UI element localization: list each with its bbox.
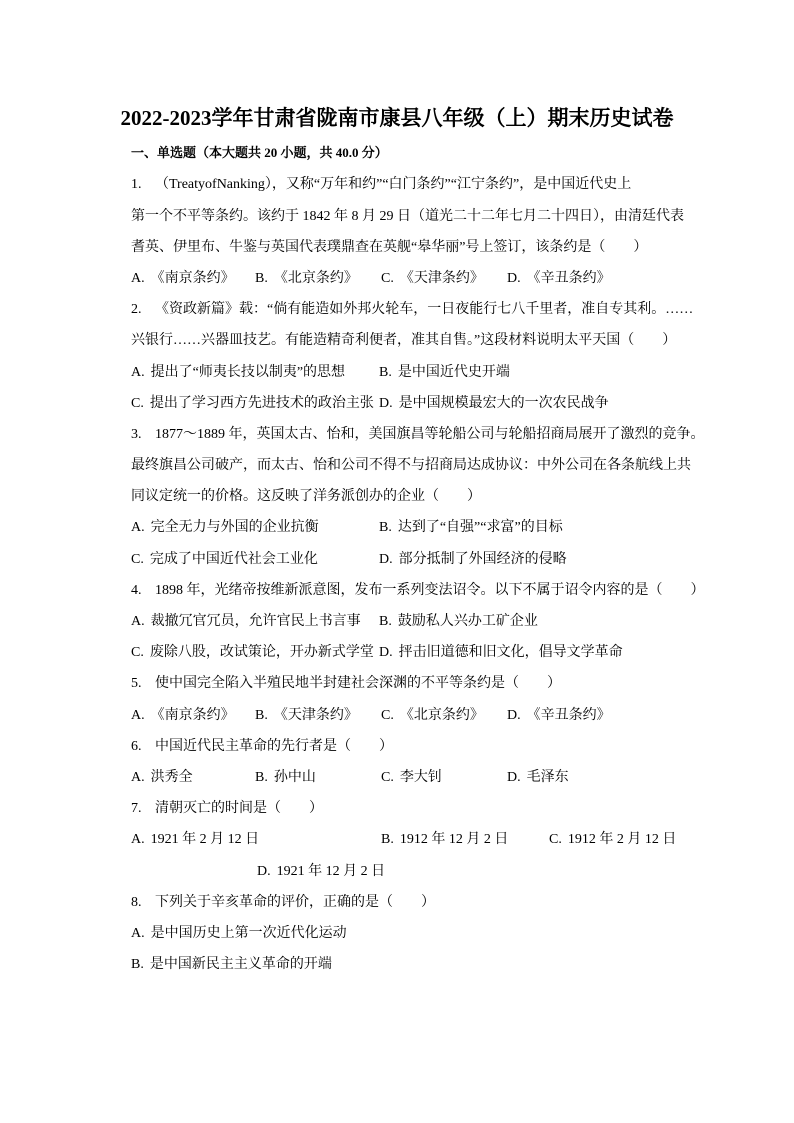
- question-number: 3.: [131, 426, 142, 442]
- question-number: 5.: [131, 676, 142, 692]
- option-text: 部分抵制了外国经济的侵略: [398, 551, 567, 567]
- option-text: 提出了学习西方先进技术的政治主张: [149, 395, 374, 411]
- option-d: [379, 637, 623, 668]
- option-a: [131, 263, 235, 294]
- option-label: D.: [507, 707, 521, 723]
- question-stem-text: 《资政新篇》载：“倘有能造如外邦火轮车，一日夜能行七八千里者，准自专其利。……: [155, 302, 694, 318]
- option-b: [255, 700, 358, 731]
- option-label: B.: [131, 957, 144, 973]
- option-text: 抨击旧道德和旧文化，倡导文学革命: [398, 645, 623, 661]
- option-label: A.: [131, 769, 145, 785]
- question-stem-line: [131, 294, 751, 325]
- option-label: C.: [131, 645, 144, 661]
- option-label: C.: [381, 707, 394, 723]
- question-7: [131, 793, 751, 887]
- option-a: [131, 357, 345, 388]
- option-label: B.: [255, 270, 268, 286]
- option-text: 《天津条约》: [399, 270, 484, 286]
- option-d: [257, 856, 385, 887]
- option-a: [131, 762, 193, 793]
- question-5: [131, 668, 751, 730]
- options-row: [131, 824, 751, 855]
- options-row: [131, 606, 751, 637]
- question-number: 1.: [131, 177, 142, 193]
- question-stem-text: 使中国完全陷入半殖民地半封建社会深渊的不平等条约是（ ）: [155, 676, 561, 692]
- question-stem-text: 1898 年，光绪帝按维新派意图，发布一系列变法诏令。以下不属于诏令内容的是（ ）: [155, 582, 705, 598]
- option-text: 是中国规模最宏大的一次农民战争: [398, 395, 609, 411]
- options-row: [131, 512, 751, 543]
- option-text: 1912 年 2 月 12 日: [567, 832, 677, 848]
- option-d: [379, 388, 609, 419]
- question-stem-line: 第一个不平等条约。该约于 1842 年 8 月 29 日（道光二十二年七月二十四日），由清廷代表: [131, 208, 684, 224]
- option-label: D.: [379, 551, 393, 567]
- option-text: 《天津条约》: [273, 707, 358, 723]
- option-d: [507, 762, 569, 793]
- page-title: 2022-2023学年甘肃省陇南市康县八年级（上）期末历史试卷: [120, 106, 674, 130]
- option-text: 鼓励私人兴办工矿企业: [397, 614, 538, 630]
- option-label: C.: [131, 395, 144, 411]
- options-row: [131, 762, 751, 793]
- options-row: [131, 263, 751, 294]
- option-label: A.: [131, 520, 145, 536]
- option-b: [255, 263, 358, 294]
- option-c: [381, 700, 484, 731]
- option-text: 《北京条约》: [273, 270, 358, 286]
- question-stem-line: 同议定统一的价格。这反映了洋务派创办的企业（ ）: [131, 489, 481, 505]
- question-number: 4.: [131, 582, 142, 598]
- option-label: D.: [507, 769, 521, 785]
- option-label: A.: [131, 614, 145, 630]
- question-list: [131, 169, 751, 980]
- option-c: [131, 637, 374, 668]
- option-b: [379, 512, 563, 543]
- option-label: D.: [379, 645, 393, 661]
- question-2: [131, 294, 751, 419]
- option-d: [507, 263, 611, 294]
- option-b: [379, 606, 538, 637]
- question-stem-line: [131, 731, 751, 762]
- option-text: 《辛丑条约》: [526, 270, 611, 286]
- question-stem-line: [131, 793, 751, 824]
- options-row: [131, 700, 751, 731]
- option-label: D.: [507, 270, 521, 286]
- options-row: [131, 357, 751, 388]
- section-heading: 一、单选题（本大题共 20 小题，共 40.0 分）: [131, 145, 388, 160]
- option-text: 达到了“自强”“求富”的目标: [397, 520, 563, 536]
- option-text: 《北京条约》: [399, 707, 484, 723]
- question-stem-line: [131, 575, 751, 606]
- option-label: C.: [131, 551, 144, 567]
- option-b: [379, 357, 510, 388]
- options-row: [131, 544, 751, 575]
- option-b: [381, 824, 508, 855]
- option-label: A.: [131, 707, 145, 723]
- option-text: 李大钊: [399, 769, 442, 785]
- option-a: [131, 700, 235, 731]
- option-text: 《南京条约》: [150, 270, 235, 286]
- option-a: [131, 606, 361, 637]
- option-label: B.: [255, 707, 268, 723]
- option-text: 完成了中国近代社会工业化: [149, 551, 318, 567]
- option-label: A.: [131, 270, 145, 286]
- option-label: A.: [131, 832, 145, 848]
- option-label: C.: [381, 270, 394, 286]
- option-label: C.: [549, 832, 562, 848]
- question-stem-line: [131, 887, 751, 918]
- question-stem-line: [131, 169, 751, 200]
- option-text: 《辛丑条约》: [526, 707, 611, 723]
- option-a: [131, 824, 259, 855]
- question-stem-text: 1877～1889 年，英国太古、怡和，美国旗昌等轮船公司与轮船招商局展开了激烈的竞争。: [155, 426, 705, 442]
- question-stem-text: 清朝灭亡的时间是（ ）: [155, 801, 323, 817]
- option-text: 是中国新民主主义革命的开端: [149, 957, 332, 973]
- option-c: [381, 762, 442, 793]
- question-stem-text: 中国近代民主革命的先行者是（ ）: [155, 738, 393, 754]
- option-text: 裁撤冗官冗员，允许官民上书言事: [150, 614, 361, 630]
- question-stem-line: 耆英、伊里布、牛鉴与英国代表璞鼎查在英舰“皋华丽”号上签订，该条约是（ ）: [131, 239, 648, 255]
- question-number: 7.: [131, 801, 142, 817]
- option-text: 1921 年 2 月 12 日: [150, 832, 260, 848]
- question-1: [131, 169, 751, 294]
- option-a: [131, 918, 347, 949]
- option-text: 毛泽东: [526, 769, 569, 785]
- option-b: [255, 762, 316, 793]
- option-a: [131, 512, 319, 543]
- option-text: 洪秀全: [150, 769, 193, 785]
- question-stem-line: 兴银行……兴器皿技艺。有能造精奇利便者，准其自售。”这段材料说明太平天国（ ）: [131, 333, 677, 349]
- question-8: [131, 887, 751, 981]
- options-row: [131, 856, 751, 887]
- option-label: B.: [381, 832, 394, 848]
- options-row: [131, 388, 751, 419]
- question-stem-line: [131, 419, 751, 450]
- option-label: B.: [255, 769, 268, 785]
- question-3: [131, 419, 751, 575]
- option-label: A.: [131, 925, 145, 941]
- option-text: 是中国近代史开端: [397, 364, 510, 380]
- option-c: [131, 544, 318, 575]
- option-label: B.: [379, 364, 392, 380]
- options-row: [131, 949, 751, 980]
- option-label: B.: [379, 614, 392, 630]
- option-text: 是中国历史上第一次近代化运动: [150, 925, 347, 941]
- option-text: 1912 年 12 月 2 日: [399, 832, 509, 848]
- option-b: [131, 949, 332, 980]
- option-text: 《南京条约》: [150, 707, 235, 723]
- option-text: 完全无力与外国的企业抗衡: [150, 520, 319, 536]
- option-c: [381, 263, 484, 294]
- question-stem-text: 下列关于辛亥革命的评价，正确的是（ ）: [155, 894, 435, 910]
- option-text: 提出了“师夷长技以制夷”的思想: [150, 364, 346, 380]
- option-d: [507, 700, 611, 731]
- option-d: [379, 544, 567, 575]
- question-4: [131, 575, 751, 669]
- question-number: 8.: [131, 894, 142, 910]
- option-label: D.: [257, 863, 271, 879]
- question-number: 6.: [131, 738, 142, 754]
- option-label: A.: [131, 364, 145, 380]
- option-label: B.: [379, 520, 392, 536]
- option-text: 废除八股，改试策论，开办新式学堂: [149, 645, 374, 661]
- options-row: [131, 637, 751, 668]
- question-stem-line: 最终旗昌公司破产，而太古、怡和公司不得不与招商局达成协议：中外公司在各条航线上共: [131, 458, 691, 474]
- question-6: [131, 731, 751, 793]
- option-c: [549, 824, 676, 855]
- question-stem-line: [131, 668, 751, 699]
- question-number: 2.: [131, 302, 142, 318]
- option-text: 孙中山: [273, 769, 316, 785]
- options-row: [131, 918, 751, 949]
- option-label: D.: [379, 395, 393, 411]
- option-text: 1921 年 12 月 2 日: [276, 863, 386, 879]
- option-c: [131, 388, 374, 419]
- question-stem-text: （TreatyofNanking），又称“万年和约”“白门条约”“江宁条约”，是中国近代史上: [155, 177, 632, 193]
- option-label: C.: [381, 769, 394, 785]
